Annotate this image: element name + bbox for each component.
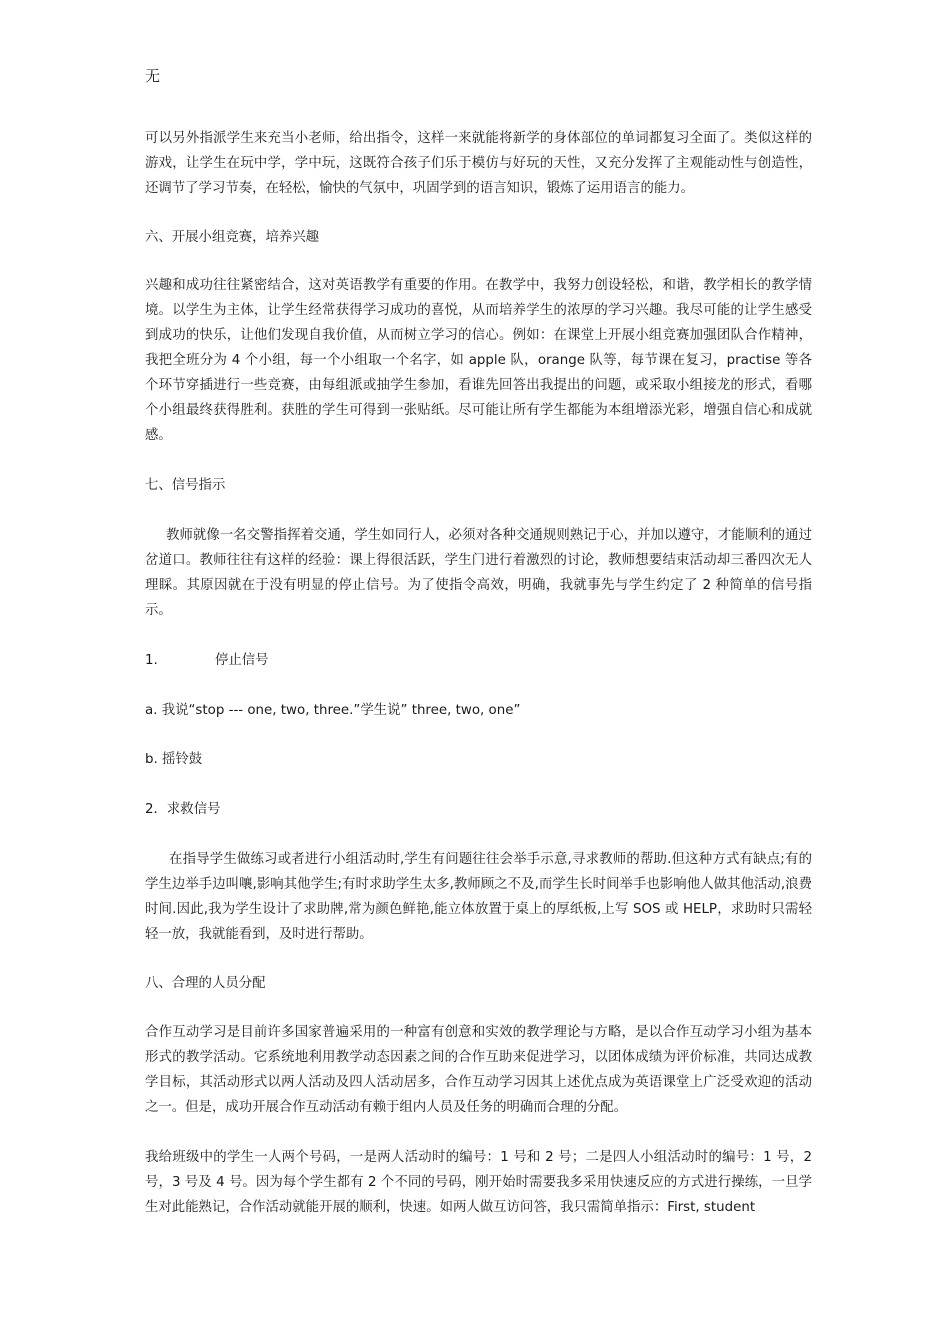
section-heading-8: 八、合理的人员分配 [145, 976, 266, 991]
paragraph-cooperative-learning: 合作互动学习是目前许多国家普遍采用的一种富有创意和实效的教学理论与方略，是以合作互动学习小组为基本形式的教学活动。它系统地利用教学动态因素之间的合作互助来促进学习，以团体成绩为评价标准，共同达成教学目标，其活动形式以两人活动及四人活动居多，合作互动学习因其上述优点成为英语课堂上广泛受欢迎的活动之一。但是，成功开展合作互动活动有赖于组内人员及任务的明确而合理的分配。 [145, 1025, 812, 1115]
list-number: 1. [145, 653, 158, 668]
list-item-label: 停止信号 [215, 653, 269, 668]
section-heading-7: 七、信号指示 [145, 478, 226, 493]
list-item-b: b. 摇铃鼓 [145, 752, 203, 767]
list-item-stop-signal [145, 648, 812, 673]
paragraph-game-review: 可以另外指派学生来充当小老师，给出指令，这样一来就能将新学的身体部位的单词都复习全面了。类似这样的游戏，让学生在玩中学，学中玩，这既符合孩子们乐于模仿与好玩的天性，又充分发挥了主观能动性与创造性，还调节了学习节奏，在轻松，愉快的气氛中，巩固学到的语言知识，锻炼了运用语言的能力。 [145, 131, 812, 196]
paragraph-student-numbering: 我给班级中的学生一人两个号码，一是两人活动时的编号：1 号和 2 号；二是四人小组活动时的编号：1 号，2 号，3 号及 4 号。因为每个学生都有 2 个不同的号码，刚开始时需要我多采用快速反应的方式进行操练，一旦学生对此能熟记，合作活动就能开展的顺利，快速。如两人做互访问答，我只需简单指示：First, student [145, 1150, 812, 1215]
list-item-help-signal: 2．求救信号 [145, 802, 221, 817]
paragraph-signal-intro: 教师就像一名交警指挥着交通，学生如同行人，必须对各种交通规则熟记于心，并加以遵守，才能顺利的通过岔道口。教师往往有这样的经验：课上得很活跃，学生门进行着激烈的讨论，教师想要结束活动却三番四次无人理睬。其原因就在于没有明显的停止信号。为了使指令高效，明确，我就事先与学生约定了 2 种简单的信号指示。 [145, 528, 812, 618]
section-heading-6: 六、开展小组竞赛，培养兴趣 [145, 230, 320, 245]
page-header: 无 [145, 67, 161, 85]
paragraph-group-competition: 兴趣和成功往往紧密结合，这对英语教学有重要的作用。在教学中，我努力创设轻松，和谐，教学相长的教学情境。以学生为主体，让学生经常获得学习成功的喜悦，从而培养学生的浓厚的学习兴趣。我尽可能的让学生感受到成功的快乐，让他们发现自我价值，从而树立学习的信心。例如：在课堂上开展小组竞赛加强团队合作精神，我把全班分为 4 个小组，每一个小组取一个名字，如 apple 队，orange 队等，每节课在复习，practise 等各个环节穿插进行一些竞赛，由每组派或抽学生参加，看谁先回答出我提出的问题，或采取小组接龙的形式，看哪个小组最终获得胜利。获胜的学生可得到一张贴纸。尽可能让所有学生都能为本组增添光彩，增强自信心和成就感。 [145, 278, 812, 443]
list-item-a: a. 我说“stop --- one, two, three.”学生说” three, two, one” [145, 703, 521, 718]
paragraph-help-card: 在指导学生做练习或者进行小组活动时,学生有问题往往会举手示意,寻求教师的帮助.但这种方式有缺点;有的学生边举手边叫嚷,影响其他学生;有时求助学生太多,教师顾之不及,而学生长时间举手也影响他人做其他活动,浪费时间.因此,我为学生设计了求助牌,常为颜色鲜艳,能立体放置于桌上的厚纸板,上写 SOS 或 HELP，求助时只需轻轻一放，我就能看到，及时进行帮助。 [145, 852, 812, 942]
